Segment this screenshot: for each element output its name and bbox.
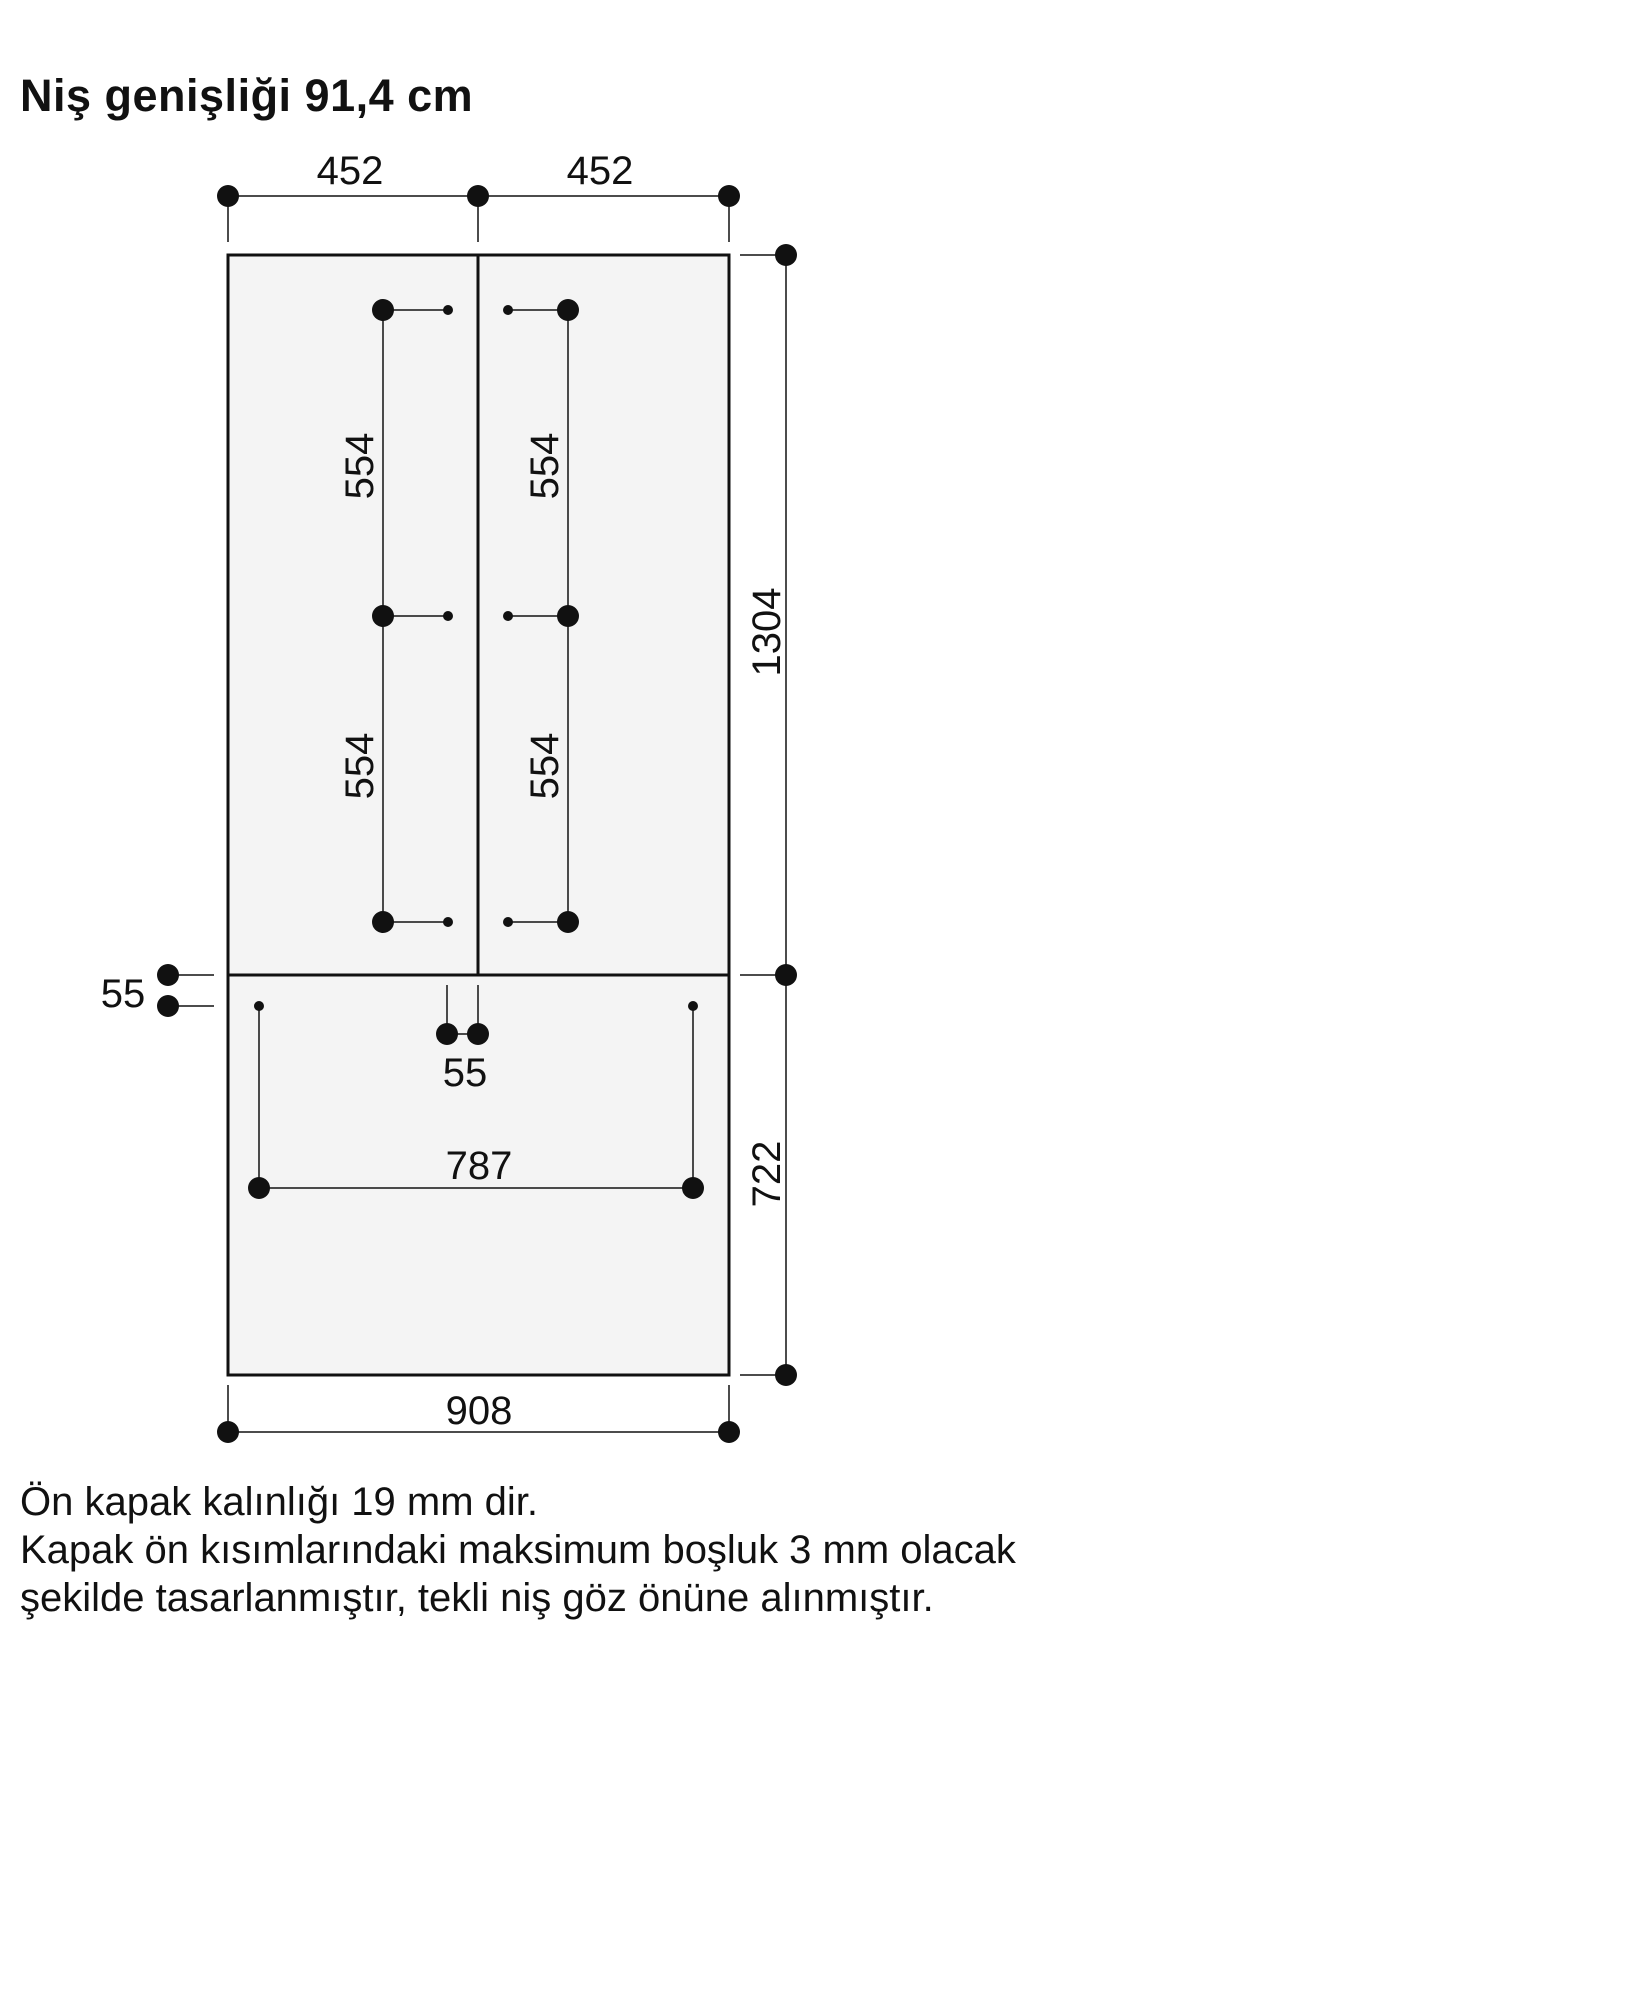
dim-total-height: 1304 [745,587,789,677]
note-line: Kapak ön kısımlarındaki maksimum boşluk 3 mm olacak [20,1528,1016,1572]
dim-right-hinge-upper: 554 [523,432,567,500]
dim-center-gap: 55 [442,1051,488,1095]
dim-left-hinge-upper: 554 [338,432,382,500]
note-line: şekilde tasarlanmıştır, tekli niş göz önüne alınmıştır. [20,1576,934,1620]
installation-notes [20,1478,1016,1622]
dim-drawer-hole-spacing: 787 [445,1144,513,1188]
dim-total-width: 908 [445,1389,513,1433]
dim-drawer-gap-vertical: 55 [100,972,146,1016]
right-door-panel [478,255,729,975]
dim-left-door-width: 452 [316,149,384,193]
left-door-panel [228,255,478,975]
page-title: Niş genişliği 91,4 cm [20,70,474,121]
dim-right-hinge-lower: 554 [523,732,567,800]
dim-drawer-height: 722 [745,1140,789,1208]
dim-right-door-width: 452 [566,149,634,193]
note-line: Ön kapak kalınlığı 19 mm dir. [20,1480,539,1524]
dim-left-hinge-lower: 554 [338,732,382,800]
